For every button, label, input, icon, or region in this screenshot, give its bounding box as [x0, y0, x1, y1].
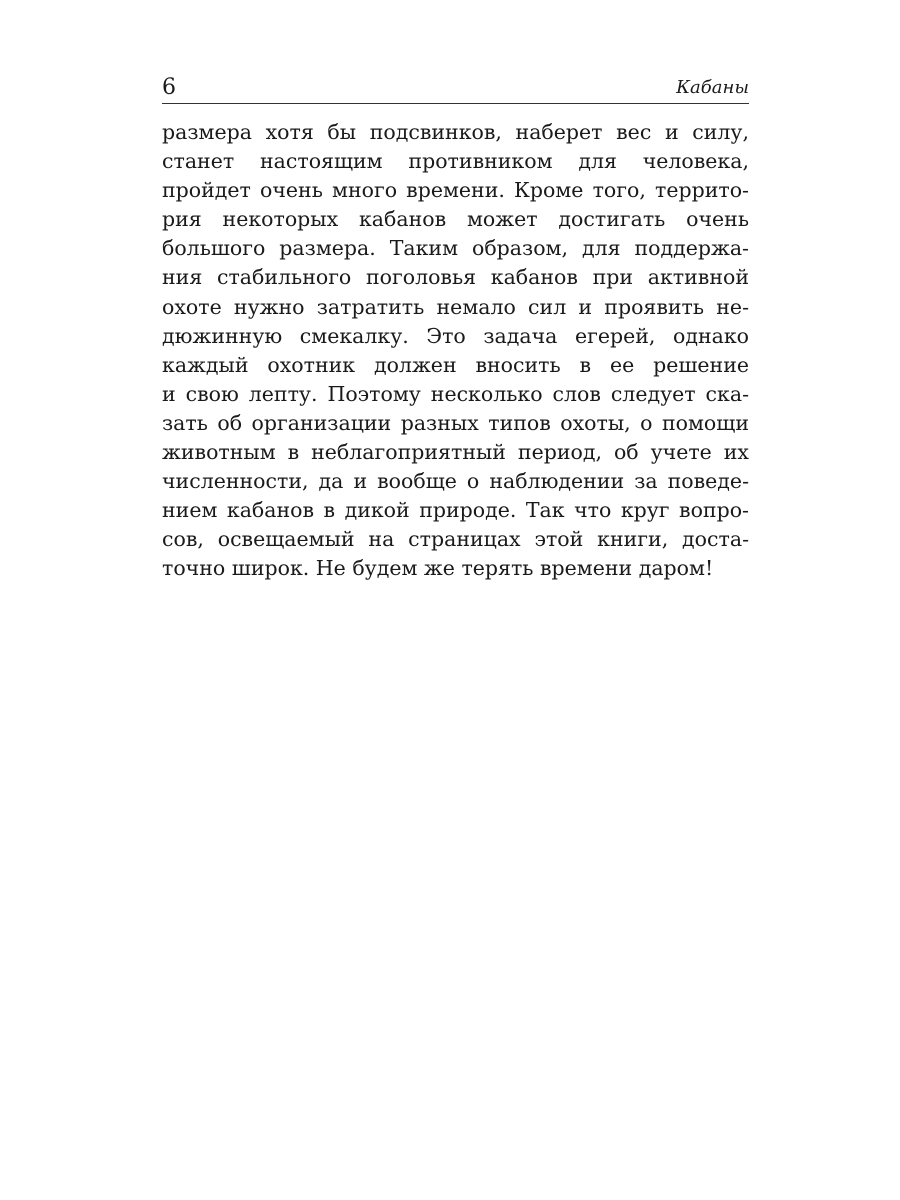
text-line: станет настоящим противником для человека, [162, 149, 749, 174]
text-line: точно широк. Не будем же терять времени даром! [162, 556, 714, 581]
header-rule [162, 103, 749, 104]
text-line: большого размера. Таким образом, для поддержа- [162, 236, 749, 261]
text-line: ния стабильного поголовья кабанов при активной [162, 265, 749, 290]
page-number: 6 [162, 75, 176, 100]
text-line: каждый охотник должен вносить в ее решение [162, 352, 749, 377]
text-line: охоте нужно затратить немало сил и проявить не- [162, 294, 749, 319]
text-line: сов, освещаемый на страницах этой книги, доста- [162, 527, 749, 552]
text-line: нием кабанов в дикой природе. Так что круг вопро- [162, 498, 749, 523]
text-line: рия некоторых кабанов может достигать очень [162, 207, 749, 232]
running-title: Кабаны [676, 77, 749, 98]
text-line: размера хотя бы подсвинков, наберет вес и силу, [162, 120, 749, 144]
text-line: зать об организации разных типов охоты, о помощи [162, 410, 749, 435]
text-line: и свою лепту. Поэтому несколько слов следует ска- [162, 381, 749, 406]
text-line: животным в неблагоприятный период, об учете их [162, 440, 749, 465]
body-paragraph [162, 118, 749, 584]
text-line: пройдет очень много времени. Кроме того, террито- [162, 178, 749, 203]
running-head [162, 72, 749, 102]
text-line: численности, да и вообще о наблюдении за поведе- [162, 469, 749, 494]
text-line: дюжинную смекалку. Это задача егерей, однако [162, 323, 749, 348]
